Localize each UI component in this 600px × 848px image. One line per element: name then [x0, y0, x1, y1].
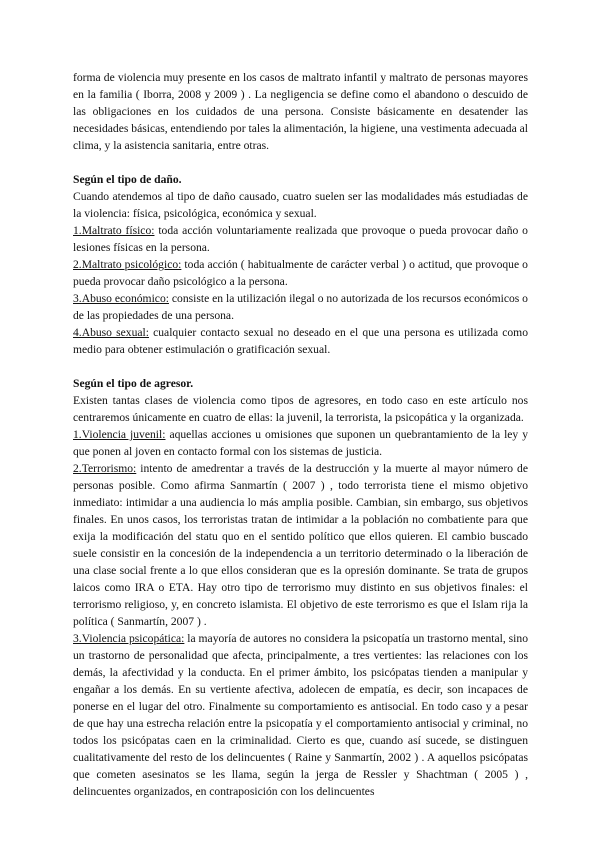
section-heading-damage: Según el tipo de daño.	[73, 173, 182, 186]
definition-psychological-abuse: toda acción ( habitualmente de carácter verbal ) o actitud, que provoque o pueda provocar daño psicológico a la persona.	[73, 258, 528, 288]
definition-terrorism: intento de amedrentar a través de la destrucción y la muerte al mayor número de personas posible. Como afirma Sanmartín ( 2007 ) , todo terrorista tiene el mismo objetivo inmediato: intimidar a una audiencia lo más amplia posible. Cambian, sin embargo, sus objetivos finales. En unos casos, los terroristas tratan de intimidar a la población no combatiente para que exija la modificación del statu quo en el sentido político que ellos quieren. El cambio buscado suele consistir en la concesión de la independencia a un territorio determinado o la liberación de una clase social frente a lo que ellos consideran que es la opresión dominante. Se trata de grupos laicos como IRA o ETA. Hay otro tipo de terrorismo muy distinto en sus objetivos finales: el terrorismo religioso, y, en concreto islamista. El objetivo de este terrorismo es que el Islam rija la política ( Sanmartín, 2007 ) .	[73, 462, 528, 628]
term-economic-abuse: 3.Abuso económico:	[73, 292, 169, 305]
term-terrorism: 2.Terrorismo:	[73, 462, 137, 475]
term-sexual-abuse: 4.Abuso sexual:	[73, 326, 149, 339]
list-item-sexual-abuse	[73, 324, 528, 358]
term-psychological-abuse: 2.Maltrato psicológico:	[73, 258, 182, 271]
definition-psychopathic-violence: la mayoría de autores no considera la psicopatía un trastorno mental, sino un trastorno de personalidad que afecta, principalmente, a tres vertientes: las relaciones con los demás, la afectividad y la conducta. En el primer ámbito, los psicópatas tienden a manipular y engañar a los demás. En su vertiente afectiva, adolecen de empatía, es decir, son incapaces de ponerse en el lugar del otro. Finalmente su comportamiento es antisocial. En todo caso y a pesar de que hay una estrecha relación entre la psicopatía y el comportamiento antisocial y criminal, no todos los psicópatas caen en la criminalidad. Cierto es que, cuando así sucede, se distinguen cualitativamente del resto de los delincuentes ( Raine y Sanmartín, 2002 ) . A aquellos psicópatas que cometen asesinatos se les llama, según la jerga de Ressler y Shachtman ( 2005 ) , delincuentes organizados, en contraposición con los delincuentes	[73, 632, 528, 798]
section-heading-aggressor: Según el tipo de agresor.	[73, 377, 194, 390]
spacer	[73, 154, 528, 171]
list-item-physical-abuse	[73, 222, 528, 256]
intro-paragraph: forma de violencia muy presente en los casos de maltrato infantil y maltrato de personas mayores en la familia ( Iborra, 2008 y 2009 ) . La negligencia se define como el abandono o descuido de las obligaciones en los cuidados de una persona. Consiste básicamente en desatender las necesidades básicas, entendiendo por tales la alimentación, la higiene, una vestimenta adecuada al clima, y la asistencia sanitaria, entre otras.	[73, 71, 528, 152]
definition-sexual-abuse: cualquier contacto sexual no deseado en el que una persona es utilizada como medio para obtener estimulación o gratificación sexual.	[73, 326, 528, 356]
definition-physical-abuse: toda acción voluntariamente realizada que provoque o pueda provocar daño o lesiones físicas en la persona.	[73, 224, 528, 254]
term-physical-abuse: 1.Maltrato físico:	[73, 224, 155, 237]
term-youth-violence: 1.Violencia juvenil:	[73, 428, 166, 441]
spacer	[73, 358, 528, 375]
definition-youth-violence: aquellas acciones u omisiones que suponen un quebrantamiento de la ley y que ponen al joven en contacto formal con los sistemas de justicia.	[73, 428, 528, 458]
list-item-youth-violence	[73, 426, 528, 460]
document-page	[73, 69, 528, 800]
list-item-economic-abuse	[73, 290, 528, 324]
section-intro-damage: Cuando atendemos al tipo de daño causado, cuatro suelen ser las modalidades más estudiadas de la violencia: física, psicológica, económica y sexual.	[73, 190, 528, 220]
term-psychopathic-violence: 3.Violencia psicopática:	[73, 632, 185, 645]
list-item-psychopathic-violence	[73, 630, 528, 800]
section-intro-aggressor: Existen tantas clases de violencia como tipos de agresores, en todo caso en este artículo nos centraremos únicamente en cuatro de ellas: la juvenil, la terrorista, la psicopática y la organizada.	[73, 394, 528, 424]
list-item-psychological-abuse	[73, 256, 528, 290]
list-item-terrorism	[73, 460, 528, 630]
definition-economic-abuse: consiste en la utilización ilegal o no autorizada de los recursos económicos o de las propiedades de una persona.	[73, 292, 528, 322]
